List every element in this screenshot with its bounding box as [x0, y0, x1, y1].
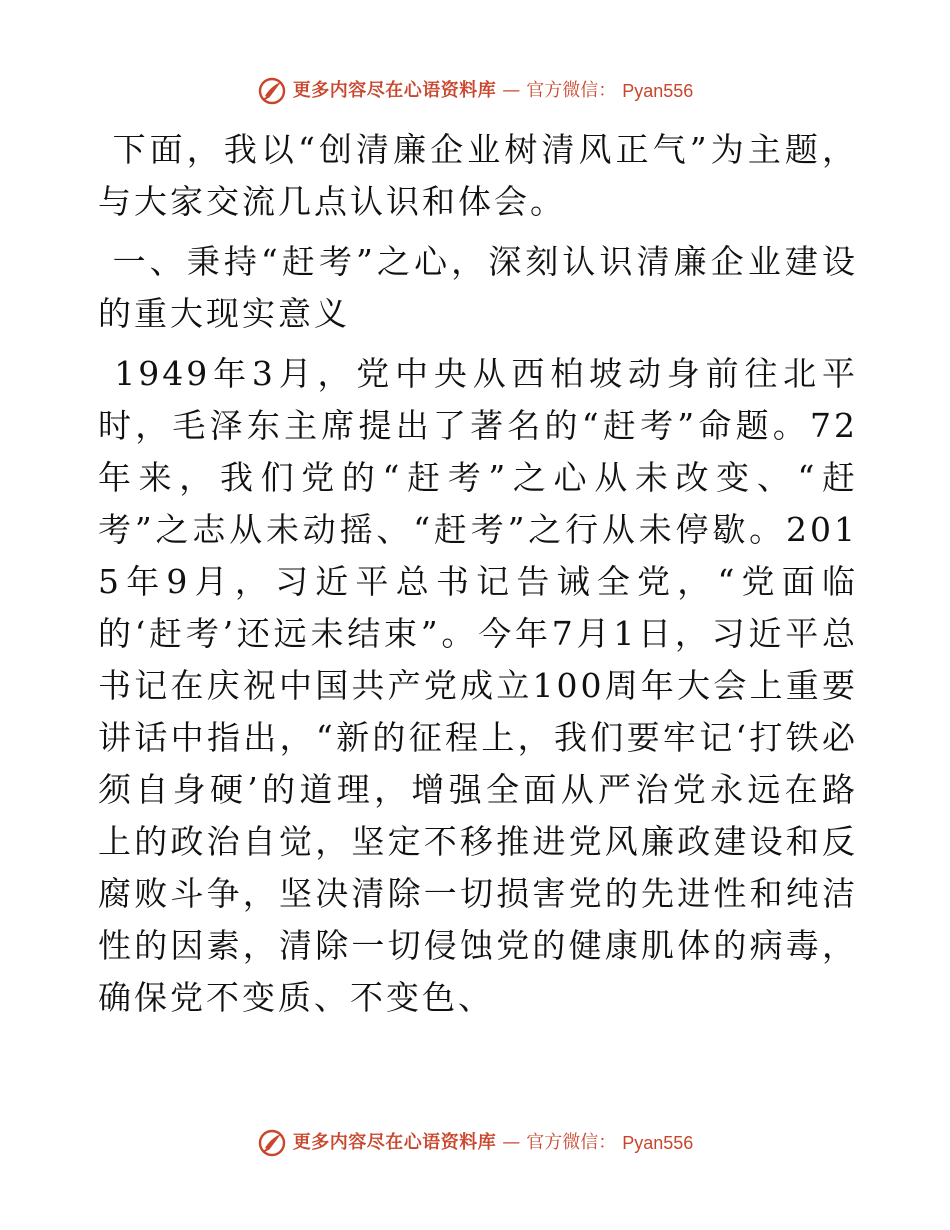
watermark-wechat-id: Pyan556: [622, 1133, 694, 1153]
watermark-site-text: 更多内容尽在心语资料库: [292, 80, 497, 101]
pen-logo-icon: [257, 76, 287, 106]
section-heading-1: 一、秉持“赶考”之心，深刻认识清廉企业建设的重大现实意义: [98, 242, 858, 333]
watermark-label: 官方微信：: [526, 1132, 617, 1153]
watermark-header: [0, 76, 950, 106]
pen-logo-icon: [257, 1128, 287, 1158]
paragraph-body: 1949年3月，党中央从西柏坡动身前往北平时，毛泽东主席提出了著名的“赶考”命题。72年来，我们党的“赶考”之心从未改变、“赶考”之志从未动摇、“赶考”之行从未停歇。2015年9月，习近平总书记告诫全党，“党面临的‘赶考’还远未结束”。今年7月1日，习近平总书记在庆祝中国共产党成立100周年大会上重要讲话中指出，“新的征程上，我们要牢记‘打铁必须自身硬’的道理，增强全面从严治党永远在路上的政治自觉，坚定不移推进党风廉政建设和反腐败斗争，坚决清除一切损害党的先进性和纯洁性的因素，清除一切侵蚀党的健康肌体的病毒，确保党不变质、不变色、: [98, 354, 858, 1017]
watermark-label: 官方微信：: [526, 80, 617, 101]
watermark-dash: —: [502, 1132, 521, 1153]
watermark-footer: [0, 1128, 950, 1158]
watermark-site-text: 更多内容尽在心语资料库: [292, 1132, 497, 1153]
document-body: [98, 124, 858, 1032]
watermark-dash: —: [502, 80, 521, 101]
watermark-wechat-id: Pyan556: [622, 81, 694, 101]
paragraph-intro: 下面，我以“创清廉企业树清风正气”为主题，与大家交流几点认识和体会。: [98, 130, 858, 221]
